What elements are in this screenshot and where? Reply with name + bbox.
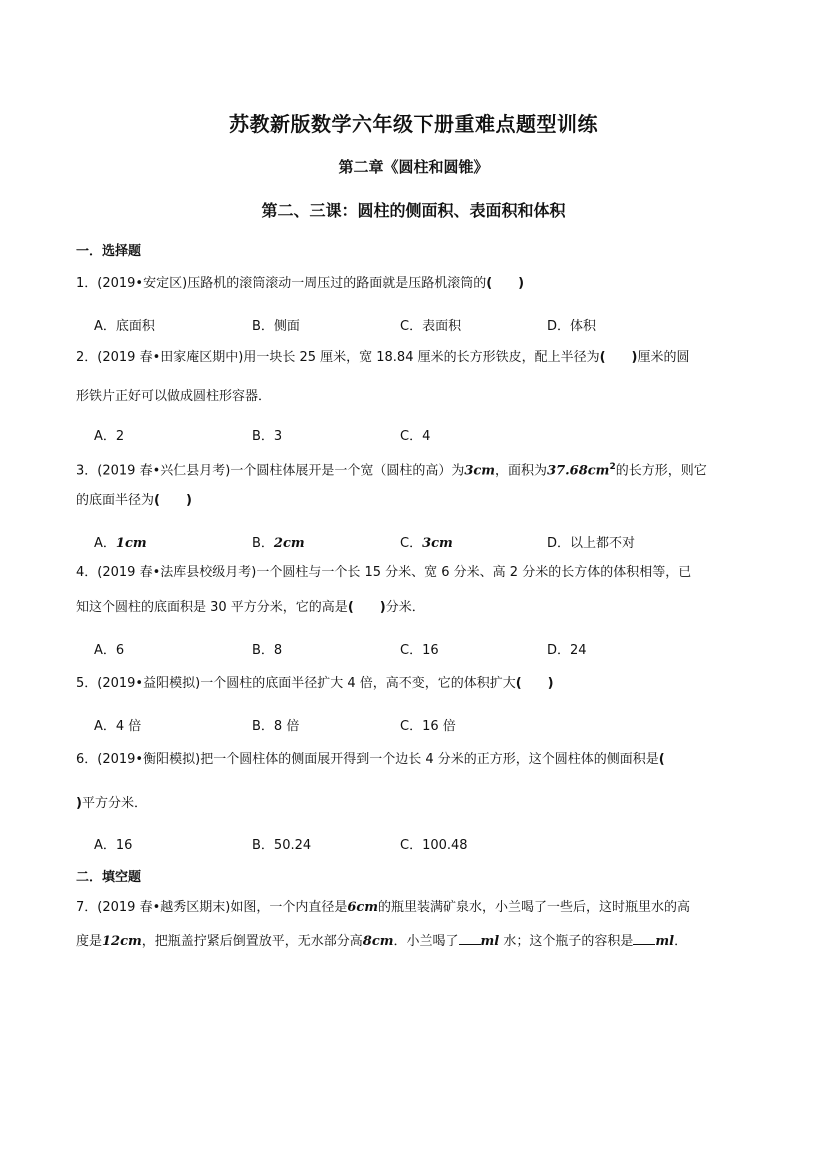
question-text: 一个圆柱体展开是一个宽（圆柱的高）为 [230, 463, 465, 479]
question-text-cont3: 水；这个瓶子的容积是 [503, 934, 634, 949]
question-text: 度是 [76, 934, 103, 949]
question-text-cont2: ．小兰喝了 [393, 934, 459, 949]
option-b: B．3 [252, 429, 283, 444]
question-text: 把一个圆柱体的侧面展开得到一个边长 4 分米的正方形，这个圆柱体的侧面积是 [200, 752, 659, 767]
question-source: (2019•安定区) [97, 276, 188, 291]
question-text: 一个圆柱与一个长 15 分米、宽 6 分米、高 2 分米的长方体的体积相等，已 [256, 565, 692, 580]
answer-paren: ( ) [486, 276, 525, 291]
water-height-value: 12cm [102, 934, 142, 949]
option-c: C．4 [400, 429, 431, 444]
option-c: C．100.48 [400, 838, 468, 853]
question-text: 如图，一个内直径是 [230, 900, 348, 915]
question-6 [76, 742, 756, 778]
question-6-line2 [76, 786, 756, 822]
question-number: 5． [76, 676, 98, 691]
question-7 [76, 890, 756, 926]
option-a: A．底面积 [94, 319, 155, 334]
answer-paren-close: ) [76, 796, 82, 811]
question-number: 7． [76, 900, 98, 915]
question-text: 的底面半径为 [76, 493, 155, 508]
question-text-end: 分米． [385, 600, 425, 615]
question-text: 平方分米． [81, 796, 147, 811]
option-d: D．体积 [547, 319, 597, 334]
question-2-line2: 形铁片正好可以做成圆柱形容器． [76, 389, 272, 404]
option-b: B．8 [252, 643, 283, 658]
option-a: A．1cm [94, 536, 147, 551]
diameter-value: 6cm [347, 900, 379, 915]
question-4 [76, 555, 756, 591]
question-text: 一个圆柱的底面半径扩大 4 倍，高不变，它的体积扩大 [200, 676, 516, 691]
answer-paren-open: ( [658, 752, 665, 767]
option-a: A．2 [94, 429, 125, 444]
chapter-title: 第二章《圆柱和圆锥》 [338, 158, 489, 176]
question-text: 用一块长 25 厘米，宽 18.84 厘米的长方形铁皮，配上半径为 [243, 350, 600, 365]
height-value: 3cm [464, 463, 496, 479]
option-c: C．16 [400, 643, 439, 658]
question-end: ． [674, 934, 688, 949]
question-text-end: 的长方形，则它 [615, 463, 707, 479]
question-number: 3． [76, 463, 98, 479]
question-4-line2 [76, 590, 756, 626]
option-b: B．50.24 [252, 838, 312, 853]
answer-paren: ( ) [154, 493, 192, 508]
option-b: B．8 倍 [252, 719, 300, 734]
question-source: (2019•益阳模拟) [97, 676, 201, 691]
question-number: 6． [76, 752, 98, 767]
question-text-cont: ，面积为 [495, 463, 548, 479]
question-number: 1． [76, 276, 98, 291]
option-a: A．6 [94, 643, 125, 658]
answer-paren: ( ) [599, 350, 638, 365]
question-text-cont: 的瓶里装满矿泉水，小兰喝了一些后，这时瓶里水的高 [378, 900, 691, 915]
document-title: 苏教新版数学六年级下册重难点题型训练 [229, 112, 598, 136]
question-source: (2019 春•兴仁县月考) [97, 463, 231, 479]
answer-paren: ( ) [347, 600, 386, 615]
unit-ml-2: ml [655, 934, 675, 949]
answer-blank-2[interactable] [633, 932, 655, 945]
option-b: B．2cm [252, 536, 305, 551]
question-text: 知这个圆柱的底面积是 30 平方分米，它的高是 [76, 600, 348, 615]
question-text-cont: 厘米的圆 [637, 350, 690, 365]
question-5 [76, 666, 756, 702]
question-3-line2 [76, 483, 756, 519]
option-c: C．16 倍 [400, 719, 456, 734]
option-d: D．24 [547, 643, 587, 658]
option-d: D．以上都不对 [547, 536, 636, 551]
question-source: (2019 春•田家庵区期中) [97, 350, 244, 365]
question-source: (2019 春•法库县校级月考) [97, 565, 257, 580]
option-a: A．16 [94, 838, 133, 853]
section-fill-heading: 二．填空题 [76, 870, 142, 885]
lesson-title: 第二、三课：圆柱的侧面积、表面积和体积 [261, 201, 566, 220]
area-exponent: 2 [609, 462, 616, 472]
question-text: 压路机的滚筒滚动一周压过的路面就是压路机滚筒的 [187, 276, 487, 291]
option-a: A．4 倍 [94, 719, 142, 734]
option-c: C．3cm [400, 536, 453, 551]
area-value: 37.68cm [547, 463, 610, 479]
answer-paren: ( ) [515, 676, 554, 691]
question-7-line2 [76, 924, 756, 960]
question-text-cont: ，把瓶盖拧紧后倒置放平，无水部分高 [141, 934, 363, 949]
question-1 [76, 266, 756, 302]
empty-height-value: 8cm [362, 934, 394, 949]
answer-blank-1[interactable] [459, 932, 481, 945]
question-source: (2019 春•越秀区期末) [97, 900, 231, 915]
option-b: B．侧面 [252, 319, 300, 334]
question-source: (2019•衡阳模拟) [97, 752, 201, 767]
unit-ml-1: ml [480, 934, 500, 949]
question-2 [76, 340, 756, 376]
section-choice-heading: 一．选择题 [76, 244, 142, 259]
question-number: 2． [76, 350, 98, 365]
question-number: 4． [76, 565, 98, 580]
option-c: C．表面积 [400, 319, 462, 334]
